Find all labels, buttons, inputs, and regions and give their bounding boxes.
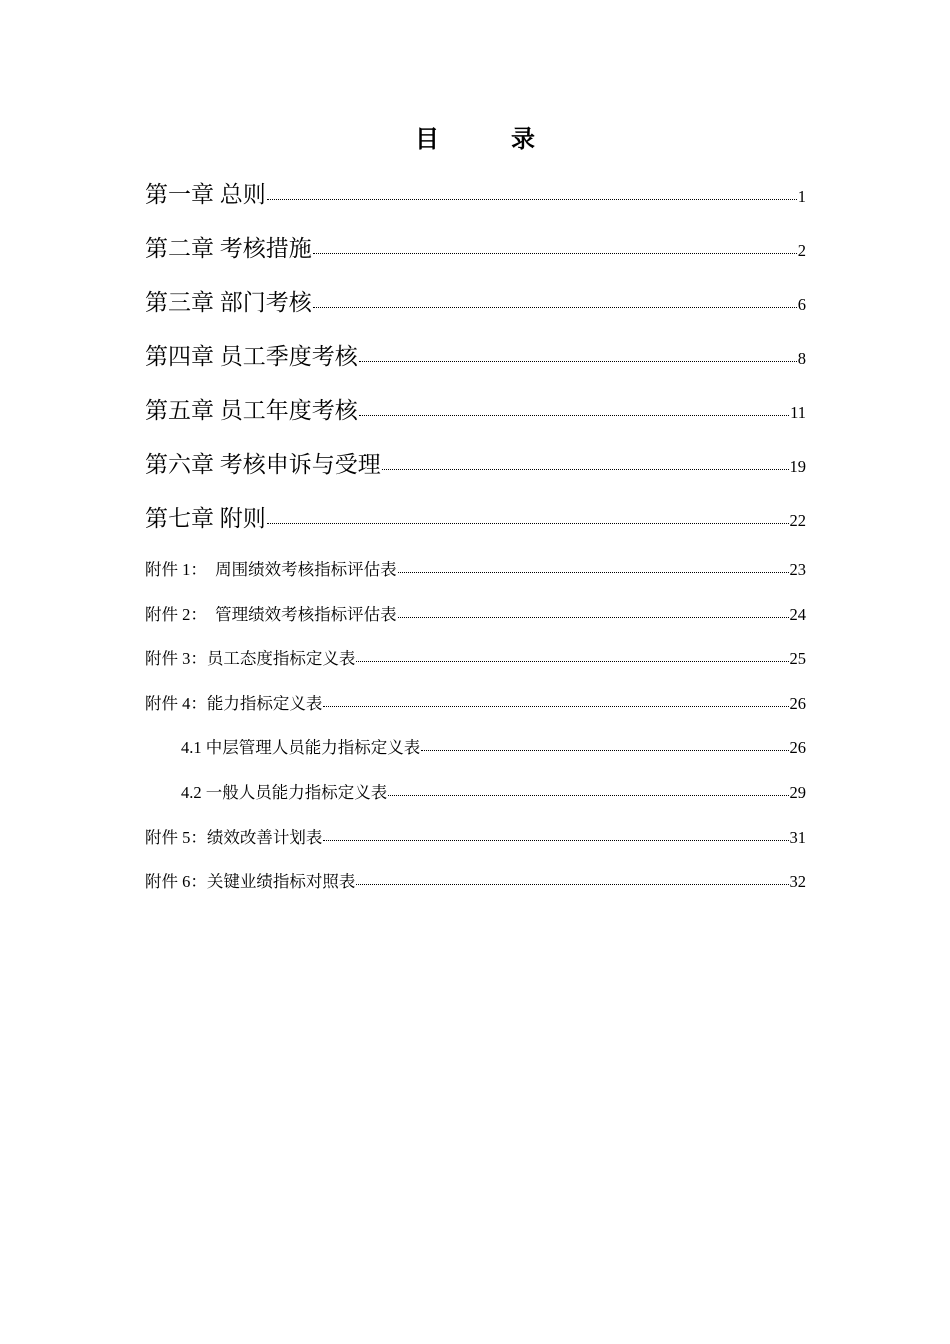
toc-chapter-entry[interactable]	[145, 332, 806, 386]
toc-page-number: 31	[789, 827, 806, 847]
dot-leader	[313, 306, 797, 308]
toc-entry-label: 第七章 附则	[145, 506, 266, 531]
toc-appendix-entry[interactable]	[145, 860, 806, 905]
toc-chapter-entry[interactable]	[145, 494, 806, 548]
toc-entry-label: 附件 3：员工态度指标定义表	[145, 649, 356, 669]
toc-page-number: 1	[797, 187, 806, 206]
dot-leader	[382, 468, 789, 470]
toc-page-number: 25	[789, 649, 806, 669]
toc-sub-entry[interactable]	[145, 771, 806, 816]
toc-page-number: 2	[797, 241, 806, 260]
dot-leader	[388, 794, 788, 796]
toc-entry-label: 附件 2： 管理绩效考核指标评估表	[145, 604, 397, 624]
toc-entry-label: 4.1 中层管理人员能力指标定义表	[181, 738, 421, 758]
toc-title: 目 录	[415, 127, 559, 153]
toc-entry-label: 第一章 总则	[145, 182, 266, 207]
toc-sub-entry[interactable]	[145, 726, 806, 771]
toc-page-number: 26	[789, 738, 806, 758]
toc-chapter-entry[interactable]	[145, 278, 806, 332]
toc-appendix-entry[interactable]	[145, 593, 806, 638]
toc-entry-label: 第三章 部门考核	[145, 290, 312, 315]
toc-page-number: 6	[797, 295, 806, 314]
toc-chapter-entry[interactable]	[145, 386, 806, 440]
toc-appendix-entry[interactable]	[145, 637, 806, 682]
dot-leader	[356, 883, 788, 885]
dot-leader	[359, 360, 797, 362]
dot-leader	[356, 660, 788, 662]
dot-leader	[267, 198, 797, 200]
toc-page-number: 22	[789, 511, 806, 530]
dot-leader	[323, 839, 788, 841]
toc-page-number: 11	[790, 403, 806, 422]
toc-page-number: 32	[789, 872, 806, 892]
toc-page-number: 29	[789, 782, 806, 802]
toc-list	[145, 170, 806, 905]
dot-leader	[313, 252, 797, 254]
toc-page-number: 8	[797, 349, 806, 368]
toc-chapter-entry[interactable]	[145, 224, 806, 278]
toc-page-number: 24	[789, 604, 806, 624]
toc-entry-label: 第四章 员工季度考核	[145, 344, 358, 369]
dot-leader	[398, 616, 789, 618]
toc-entry-label: 4.2 一般人员能力指标定义表	[181, 782, 388, 802]
toc-entry-label: 第五章 员工年度考核	[145, 398, 358, 423]
toc-appendix-entry[interactable]	[145, 548, 806, 593]
toc-entry-label: 第六章 考核申诉与受理	[145, 452, 381, 477]
dot-leader	[359, 414, 789, 416]
toc-entry-label: 附件 4：能力指标定义表	[145, 693, 323, 713]
toc-page-number: 26	[789, 693, 806, 713]
toc-page-number: 19	[789, 457, 806, 476]
toc-entry-label: 第二章 考核措施	[145, 236, 312, 261]
toc-page-number: 23	[789, 560, 806, 579]
toc-entry-label: 附件 1： 周围绩效考核指标评估表	[145, 560, 397, 579]
dot-leader	[398, 571, 789, 573]
toc-entry-label: 附件 6：关键业绩指标对照表	[145, 872, 356, 892]
dot-leader	[421, 749, 788, 751]
toc-chapter-entry[interactable]	[145, 440, 806, 494]
toc-appendix-entry[interactable]	[145, 682, 806, 727]
toc-appendix-entry[interactable]	[145, 816, 806, 861]
toc-entry-label: 附件 5：绩效改善计划表	[145, 827, 323, 847]
dot-leader	[323, 705, 788, 707]
dot-leader	[267, 522, 789, 524]
toc-chapter-entry[interactable]	[145, 170, 806, 224]
